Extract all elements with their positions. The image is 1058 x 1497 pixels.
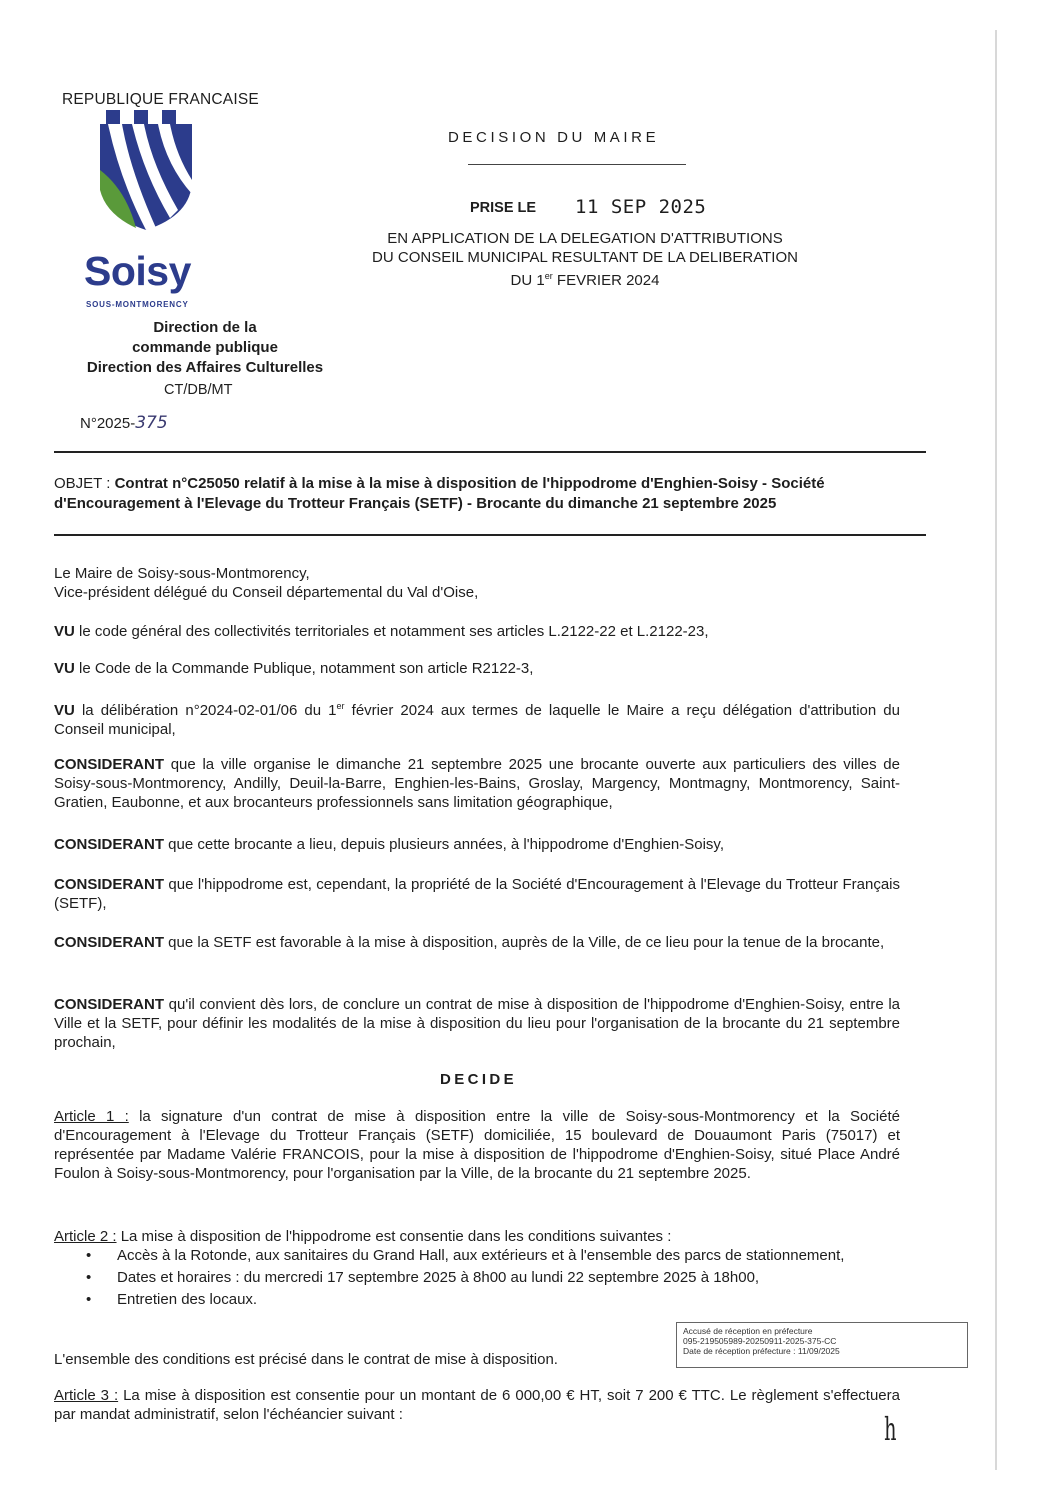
logo-wordmark: Soisy — [84, 248, 191, 294]
vu-text: février 2024 aux termes de laquelle le Maire a reçu délégation d'attribution du Conseil municipal, — [54, 702, 900, 738]
considerant-label: CONSIDERANT — [54, 876, 165, 893]
considerant-paragraph — [54, 835, 900, 854]
country-header: REPUBLIQUE FRANCAISE — [62, 91, 259, 108]
considerant-label: CONSIDERANT — [54, 756, 165, 773]
vu-text: le Code de la Commande Publique, notamment son article R2122-3, — [74, 660, 534, 677]
intro-line: Vice-président délégué du Conseil départemental du Val d'Oise, — [54, 584, 479, 601]
prise-date-stamp: 11 SEP 2025 — [575, 196, 707, 218]
considerant-paragraph — [54, 875, 900, 913]
considerant-text: que la ville organise le dimanche 21 septembre 2025 une brocante ouverte aux particuliers des villes de Soisy-sous-Montmorency, Andilly, Deuil-la-Barre, Enghien-les-Bains, Groslay, Margency, Montmagny, Montmorency, Saint-Gratien, Eaubonne, et aux brocanteurs professionnels sans limitation géographique, — [54, 756, 900, 811]
article-label: Article 2 : — [54, 1228, 117, 1245]
considerant-paragraph — [54, 755, 900, 812]
intro-paragraph — [54, 564, 900, 602]
stamp-line: Date de réception préfecture : 11/09/2025 — [683, 1346, 840, 1356]
delegation-line — [320, 267, 850, 290]
handwritten-initials: h — [884, 1410, 897, 1448]
superscript: er — [544, 271, 553, 281]
intro-line: Le Maire de Soisy-sous-Montmorency, — [54, 565, 310, 582]
considerant-label: CONSIDERANT — [54, 996, 165, 1013]
list-item: • Accès à la Rotonde, aux sanitaires du Grand Hall, aux extérieurs et à l'ensemble des parcs de stationnement, — [86, 1246, 900, 1265]
considerant-label: CONSIDERANT — [54, 934, 165, 951]
article-label: Article 3 : — [54, 1387, 119, 1404]
conditions-note: L'ensemble des conditions est précisé dans le contrat de mise à disposition. — [54, 1351, 558, 1368]
considerant-text: que cette brocante a lieu, depuis plusieurs années, à l'hippodrome d'Enghien-Soisy, — [164, 836, 724, 853]
stamp-line: Accusé de réception en préfecture — [683, 1326, 813, 1336]
conditions-list — [86, 1246, 900, 1312]
delegation-fragment: FEVRIER 2024 — [552, 272, 660, 289]
article-label: Article 1 : — [54, 1108, 129, 1125]
number-prefix: N°2025- — [80, 415, 136, 432]
delegation-line: DU CONSEIL MUNICIPAL RESULTANT DE LA DELIBERATION — [372, 249, 798, 266]
prefecture-stamp — [676, 1322, 968, 1368]
vu-paragraph — [54, 659, 900, 678]
considerant-text: qu'il convient dès lors, de conclure un contrat de mise à disposition de l'hippodrome d'Enghien-Soisy, entre la Ville et la SETF, pour définir les modalités de la mise à disposition du lieu pour l'organisation de la brocante du 21 septembre prochain, — [54, 996, 900, 1051]
reference-initials: CT/DB/MT — [164, 382, 233, 398]
vu-label: VU — [54, 702, 75, 719]
article-3 — [54, 1386, 900, 1424]
article-text: la signature d'un contrat de mise à disposition entre la ville de Soisy-sous-Montmorency et la Société d'Encouragement à l'Elevage du Trotteur Français (SETF) domiciliée, 15 boulevard de Douaumont Paris (75017) et représentée par Madame Valérie FRANCOIS, pour la mise à disposition de l'hippodrome d'Enghien-Soisy, situé Place André Foulon à Soisy-sous-Montmorency, pour l'organisation par la Ville, de la brocante du 21 septembre 2025. — [54, 1108, 900, 1182]
delegation-text — [320, 229, 850, 290]
page-edge-line — [995, 30, 997, 1470]
delegation-fragment: DU 1 — [510, 272, 545, 289]
article-text: La mise à disposition est consentie pour un montant de 6 000,00 € HT, soit 7 200 € TTC. Le règlement s'effectuera par mandat administratif, selon l'échéancier suivant : — [54, 1387, 900, 1423]
objet-text — [54, 474, 926, 514]
considerant-text: que l'hippodrome est, cependant, la propriété de la Société d'Encouragement à l'Elevage du Trotteur Français (SETF), — [54, 876, 900, 912]
divider-bottom — [54, 534, 926, 536]
prise-label: PRISE LE — [470, 200, 537, 216]
article-1 — [54, 1107, 900, 1183]
article-text: La mise à disposition de l'hippodrome est consentie dans les conditions suivantes : — [116, 1228, 672, 1245]
direction-line: Direction de la — [153, 319, 257, 336]
direction-block — [60, 318, 350, 378]
vu-label: VU — [54, 660, 75, 677]
logo-subtitle: SOUS-MONTMORENCY — [86, 300, 189, 309]
considerant-label: CONSIDERANT — [54, 836, 165, 853]
article-2 — [54, 1227, 900, 1246]
list-item: • Dates et horaires : du mercredi 17 septembre 2025 à 8h00 au lundi 22 septembre 2025 à 18h00, — [86, 1268, 900, 1287]
direction-line: commande publique — [132, 339, 278, 356]
direction-line: Direction des Affaires Culturelles — [86, 359, 324, 376]
divider-top — [54, 451, 926, 453]
vu-text: la délibération n°2024-02-01/06 du 1 — [74, 702, 337, 719]
stamp-line: 095-219505989-20250911-2025-375-CC — [683, 1336, 837, 1346]
city-logo — [96, 110, 196, 232]
considerant-paragraph — [54, 995, 900, 1052]
vu-label: VU — [54, 623, 75, 640]
vu-paragraph — [54, 622, 900, 641]
objet-label: OBJET : — [54, 475, 115, 492]
superscript: er — [336, 701, 345, 711]
decision-number — [80, 413, 168, 433]
title-underline — [468, 164, 686, 165]
considerant-paragraph — [54, 933, 900, 952]
delegation-line: EN APPLICATION DE LA DELEGATION D'ATTRIBUTIONS — [387, 230, 783, 247]
objet-body: Contrat n°C25050 relatif à la mise à la mise à disposition de l'hippodrome d'Enghien-Soisy - Société d'Encouragement à l'Elevage du Trotteur Français (SETF) - Brocante du dimanche 21 septembre 2025 — [54, 475, 825, 512]
vu-paragraph — [54, 697, 900, 739]
vu-text: le code général des collectivités territoriales et notamment ses articles L.2122-22 et L.2122-23, — [74, 623, 709, 640]
decide-heading: DECIDE — [440, 1071, 518, 1088]
number-handwritten: 375 — [135, 413, 168, 433]
decision-title: DECISION DU MAIRE — [448, 129, 660, 146]
considerant-text: que la SETF est favorable à la mise à disposition, auprès de la Ville, de ce lieu pour la tenue de la brocante, — [164, 934, 885, 951]
list-item: • Entretien des locaux. — [86, 1290, 900, 1309]
